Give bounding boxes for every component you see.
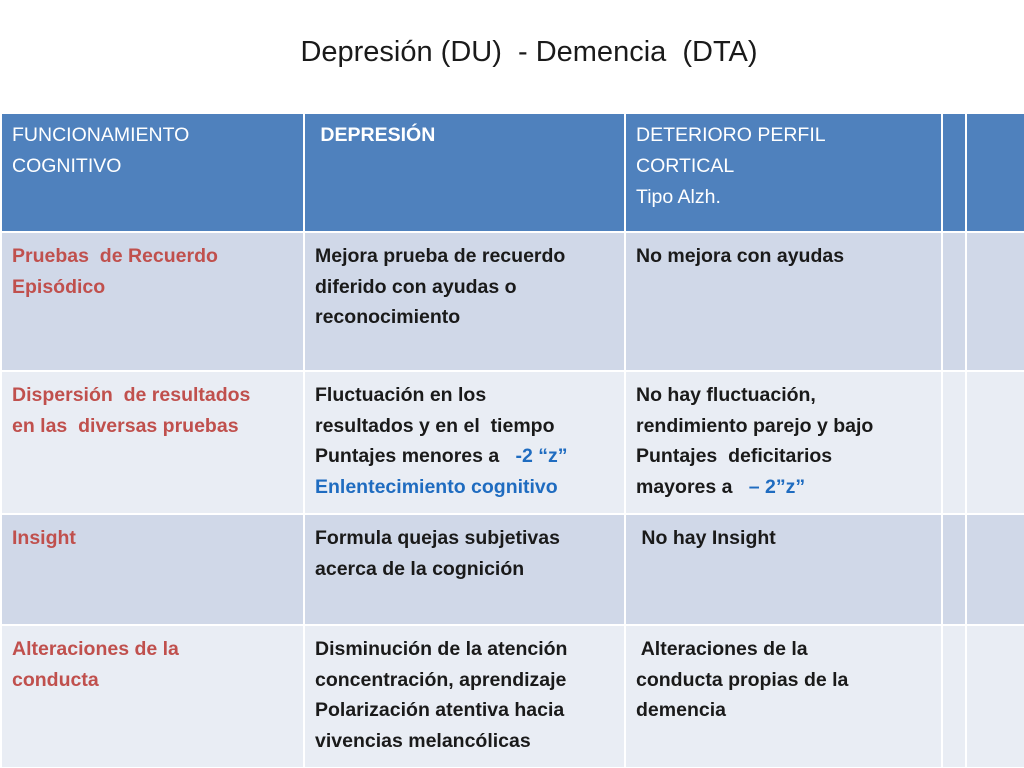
- table-row-result-dispersion: [1, 371, 1024, 514]
- criterion-cell: Dispersión de resultados en las diversas pruebas: [1, 371, 304, 514]
- depression-cell: Fluctuación en los resultados y en el tiempo Puntajes menores a -2 “z” Enlentecimiento cognitivo: [304, 371, 625, 514]
- empty-cell: [942, 625, 966, 768]
- deterioration-cell: No mejora con ayudas: [625, 232, 942, 371]
- deterioration-cell: Alteraciones de la conducta propias de la demencia: [625, 625, 942, 768]
- header-empty-column-1: [942, 113, 966, 232]
- table-row-behavior-changes: [1, 625, 1024, 768]
- criterion-cell: Insight: [1, 514, 304, 625]
- score-threshold-label: Puntajes menores a: [315, 445, 500, 467]
- deterioration-cell: No hay Insight: [625, 514, 942, 625]
- score-threshold-value: -2 “z”: [499, 445, 568, 467]
- depression-cell: Formula quejas subjetivas acerca de la cognición: [304, 514, 625, 625]
- header-row: [1, 113, 1024, 232]
- empty-cell: [942, 371, 966, 514]
- table-row-episodic-recall: [1, 232, 1024, 371]
- header-empty-column-2: [966, 113, 1024, 232]
- cognitive-slowing-note: Enlentecimiento cognitivo: [315, 475, 558, 498]
- empty-cell: [966, 371, 1024, 514]
- empty-cell: [942, 232, 966, 371]
- empty-cell: [966, 514, 1024, 625]
- slide-title: Depresión (DU) - Demencia (DTA): [300, 36, 758, 68]
- header-depression: DEPRESIÓN: [304, 113, 625, 232]
- header-cortical-deterioration: DETERIORO PERFIL CORTICAL Tipo Alzh.: [625, 113, 942, 232]
- criterion-cell: Alteraciones de la conducta: [1, 625, 304, 768]
- comparison-table: [0, 112, 1024, 768]
- empty-cell: [966, 625, 1024, 768]
- deterioration-cell: No hay fluctuación, rendimiento parejo y bajo Puntajes deficitarios mayores a – 2”z”: [625, 371, 942, 514]
- depression-cell: Disminución de la atención concentración, aprendizaje Polarización atentiva hacia vivencias melancólicas: [304, 625, 625, 768]
- empty-cell: [966, 232, 1024, 371]
- table-row-insight: [1, 514, 1024, 625]
- criterion-cell: Pruebas de Recuerdo Episódico: [1, 232, 304, 371]
- header-cognitive-function: FUNCIONAMIENTO COGNITIVO: [1, 113, 304, 232]
- deficit-threshold-value: – 2”z”: [732, 475, 806, 498]
- deficit-threshold-label: mayores a: [636, 475, 733, 498]
- empty-cell: [942, 514, 966, 625]
- depression-cell: Mejora prueba de recuerdo diferido con ayudas o reconocimiento: [304, 232, 625, 371]
